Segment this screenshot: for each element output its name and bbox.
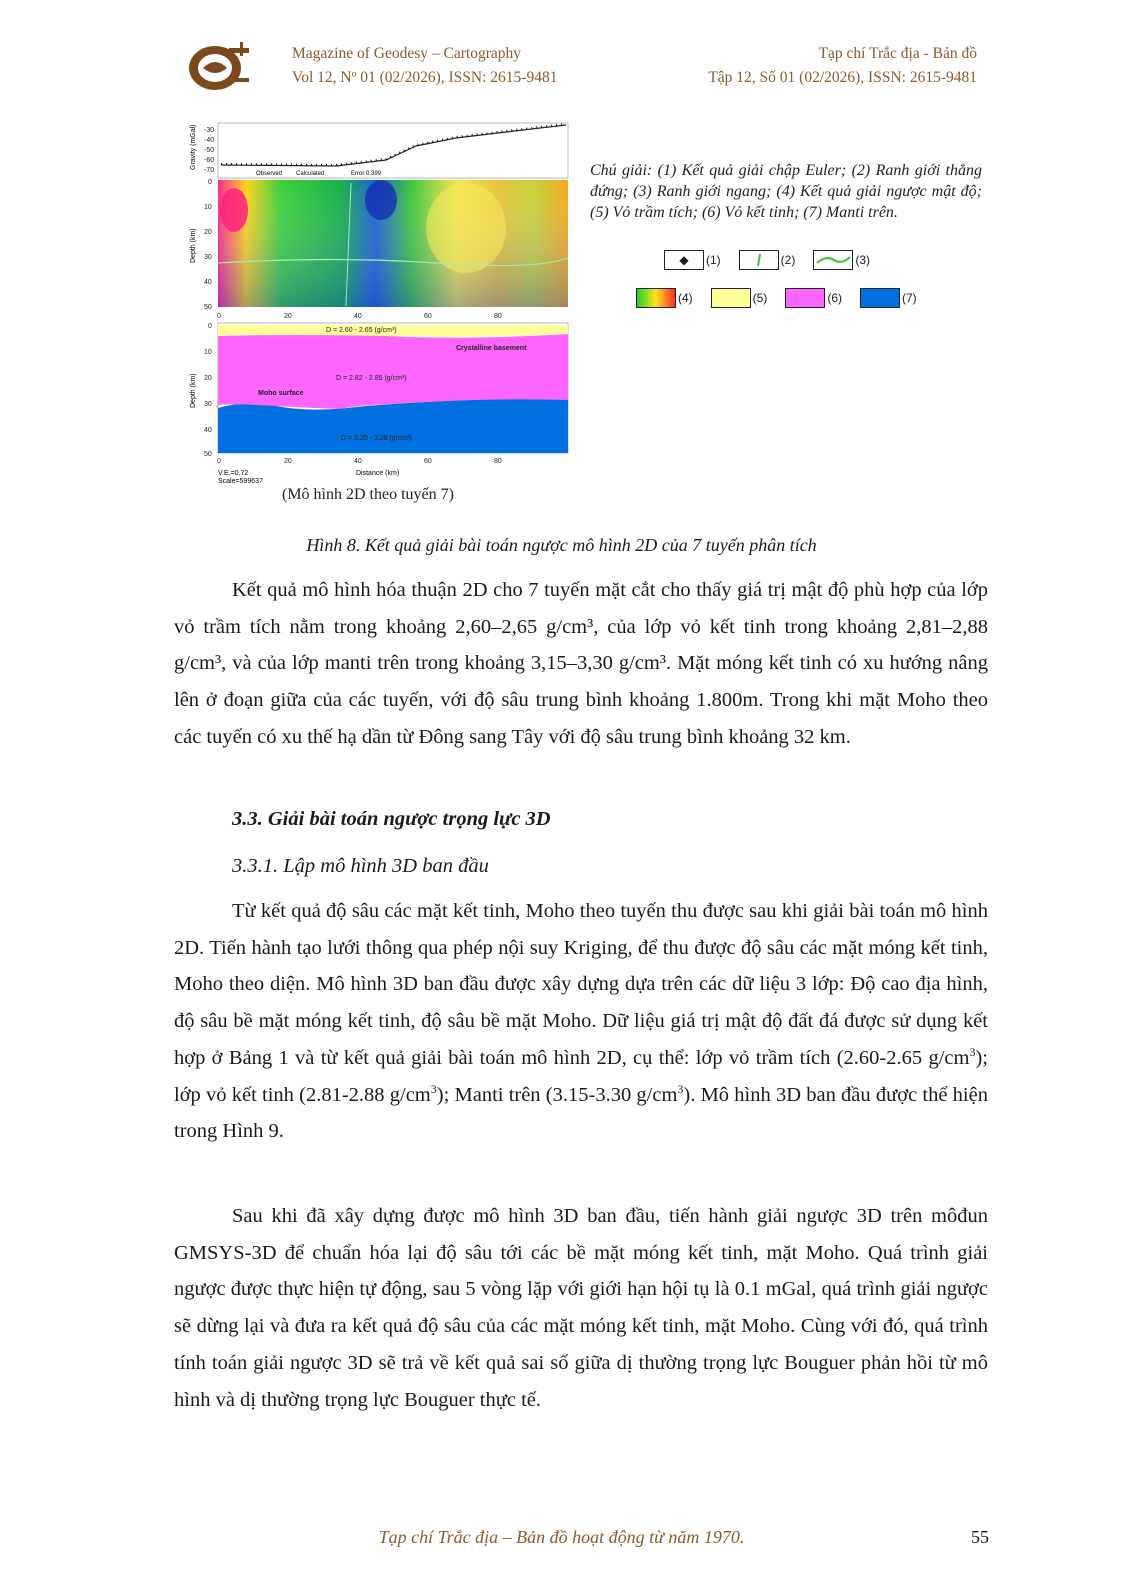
x-tick-labels-top <box>217 313 502 320</box>
label-crust-density: D = 2.82 - 2.85 (g/cm³) <box>336 375 407 382</box>
gravity-tick: -40 <box>204 137 215 144</box>
x-tick: 40 <box>354 313 362 320</box>
gravity-axis-label: Gravity (mGal) <box>190 124 197 170</box>
legend-calculated: Calculated <box>296 171 325 177</box>
x-tick: 80 <box>494 313 502 320</box>
header-issue-vi: Tập 12, Số 01 (02/2026), ISSN: 2615-9481 <box>708 69 977 86</box>
x-tick: 80 <box>494 458 502 465</box>
figure-inner-caption: (Mô hình 2D theo tuyến 7) <box>282 486 454 503</box>
x-tick: 0 <box>217 313 221 320</box>
depth-tick: 50 <box>204 451 212 458</box>
x-tick: 60 <box>424 458 432 465</box>
depth-tick: 50 <box>204 304 212 311</box>
gravity-tick: -50 <box>204 147 215 154</box>
vertical-exaggeration: V.E.=0.72 <box>218 470 249 477</box>
legend-label: (3) <box>855 253 871 267</box>
label-sediment-density: D = 2.60 - 2.65 (g/cm³) <box>326 327 397 334</box>
paragraph-initial-3d-model <box>174 893 988 1150</box>
label-moho-surface: Moho surface <box>258 390 304 397</box>
x-tick-labels-bottom <box>217 458 502 465</box>
gravity-tick-labels <box>204 127 214 174</box>
crust-swatch <box>785 288 825 308</box>
depth-tick: 30 <box>204 254 212 261</box>
label-mantle-density: D = 3.20 - 3.28 (g/cm³) <box>341 435 412 442</box>
legend-label: (1) <box>706 253 721 267</box>
header-title-en: Magazine of Geodesy – Cartography <box>292 45 521 62</box>
gravity-tick: -60 <box>204 157 215 164</box>
mantle-swatch <box>860 288 900 308</box>
journal-header-en <box>292 42 557 90</box>
legend-error: Error 0.399 <box>351 171 382 177</box>
x-tick: 20 <box>284 313 292 320</box>
depth-axis-label-top: Depth (km) <box>190 228 197 263</box>
x-tick: 0 <box>217 458 221 465</box>
x-tick: 60 <box>424 313 432 320</box>
depth-tick: 30 <box>204 401 212 408</box>
header-issue-en: Vol 12, Nº 01 (02/2026), ISSN: 2615-9481 <box>292 69 558 86</box>
x-tick: 20 <box>284 458 292 465</box>
depth-tick-labels-top <box>204 179 212 311</box>
sediment-swatch <box>711 288 751 308</box>
superscript: 3 <box>430 1081 437 1096</box>
page-footer: Tạp chí Trắc địa – Bản đồ hoạt động từ năm 1970. <box>378 1527 745 1547</box>
section-heading-3-3-1: 3.3.1. Lập mô hình 3D ban đầu <box>232 855 489 877</box>
gravity-tick: -70 <box>204 167 215 174</box>
para2-part1: Từ kết quả độ sâu các mặt kết tinh, Moho theo tuyến thu được sau khi giải bài toán mô hình 2D. Tiến hành tạo lưới thông qua phép nội suy Kriging, để thu được độ sâu các mặt móng kết tinh, Moho theo diện. Mô hình 3D ban đầu được xây dựng dựa trên các dữ liệu 3 lớp: Độ cao địa hình, độ sâu bề mặt móng kết tinh, độ sâu bề mặt Moho. Dữ liệu giá trị mật độ đất đá được sử dụng kết hợp ở Bảng 1 và từ kết quả giải bài toán mô hình 2D, cụ thể: lớp vỏ trầm tích (2.60-2.65 g/cm <box>174 900 988 1069</box>
depth-tick: 0 <box>208 179 212 186</box>
depth-tick: 20 <box>204 229 212 236</box>
density-inversion-swatch <box>636 288 676 308</box>
legend-label: (7) <box>902 291 917 305</box>
para2-part4: ). Mô hình 3D ban đầu được thể hiện trong Hình 9. <box>174 1083 988 1143</box>
depth-tick: 40 <box>204 427 212 434</box>
legend-observed: Observed <box>256 171 283 177</box>
para2-part2: ); lớp vỏ kết tinh (2.81-2.88 g/cm <box>174 1046 988 1106</box>
journal-logo <box>185 38 257 94</box>
x-axis-label: Distance (km) <box>356 470 400 477</box>
label-crystalline-basement: Crystalline basement <box>456 345 527 352</box>
legend-row-1 <box>664 250 888 270</box>
superscript: 3 <box>677 1081 684 1096</box>
para2-part3: ); Manti trên (3.15-3.30 g/cm <box>436 1083 678 1106</box>
paragraph-3d-inversion: Sau khi đã xây dựng được mô hình 3D ban đầu, tiến hành giải ngược 3D trên môđun GMSYS-3D để chuẩn hóa lại độ sâu tới các bề mặt móng kết tinh, mặt Moho. Quá trình giải ngược được thực hiện tự động, sau 5 vòng lặp với giới hạn hội tụ là 0.1 mGal, quá trình giải ngược sẽ dừng lại và đưa ra kết quả độ sâu của các mặt móng kết tinh, mặt Moho. Cùng với đó, quá trình tính toán giải ngược 3D sẽ trả về kết quả sai số giữa dị thường trọng lực Bouguer phản hồi từ mô hình và dị thường trọng lực Bouguer thực tế. <box>174 1205 988 1411</box>
page-number: 55 <box>971 1527 989 1547</box>
figure-caption: Hình 8. Kết quả giải bài toán ngược mô hình 2D của 7 tuyến phân tích <box>306 535 817 555</box>
model-2d-profile-7 <box>186 118 576 493</box>
figure-legend-text: Chú giải: (1) Kết quả giải chập Euler; (2) Ranh giới thẳng đứng; (3) Ranh giới ngang; (4) Kết quả giải ngược mật độ; (5) Vỏ trầm tích; (6) Vỏ kết tinh; (7) Manti trên. <box>590 162 982 221</box>
legend-label: (4) <box>678 291 693 305</box>
journal-header-vi <box>708 42 977 90</box>
superscript: 3 <box>969 1044 976 1059</box>
gravity-tick: -30 <box>204 127 215 134</box>
scale-label: Scale=599637 <box>218 478 263 485</box>
legend-label: (6) <box>827 291 843 305</box>
vertical-boundary-swatch <box>739 250 779 270</box>
depth-tick: 10 <box>204 349 212 356</box>
depth-tick-labels-bottom <box>204 323 212 458</box>
horizontal-boundary-swatch <box>813 250 853 270</box>
depth-tick: 20 <box>204 375 212 382</box>
depth-tick: 0 <box>208 323 212 330</box>
section-heading-3-3: 3.3. Giải bài toán ngược trọng lực 3D <box>232 808 551 830</box>
legend-row-2 <box>636 288 935 308</box>
depth-tick: 10 <box>204 204 212 211</box>
paragraph-results-2d: Kết quả mô hình hóa thuận 2D cho 7 tuyến mặt cắt cho thấy giá trị mật độ phù hợp của lớp vỏ trầm tích nằm trong khoảng 2,60–2,65 g/cm³, của lớp vỏ kết tinh trong khoảng 2,81–2,88 g/cm³, và của lớp manti trên trong khoảng 3,15–3,30 g/cm³. Mặt móng kết tinh có xu hướng nâng lên ở đoạn giữa của các tuyến, với độ sâu trung bình khoảng 1.800m. Trong khi mặt Moho theo các tuyến có xu thế hạ dần từ Đông sang Tây với độ sâu trung bình khoảng 32 km. <box>174 579 988 748</box>
depth-axis-label-bottom: Depth (km) <box>190 373 197 408</box>
legend-label: (5) <box>752 291 768 305</box>
legend-label: (2) <box>780 253 796 267</box>
header-title-vi: Tạp chí Trắc địa - Bản đồ <box>818 45 977 62</box>
depth-tick: 40 <box>204 279 212 286</box>
euler-marker-swatch: ◆ <box>664 250 704 270</box>
x-tick: 40 <box>354 458 362 465</box>
